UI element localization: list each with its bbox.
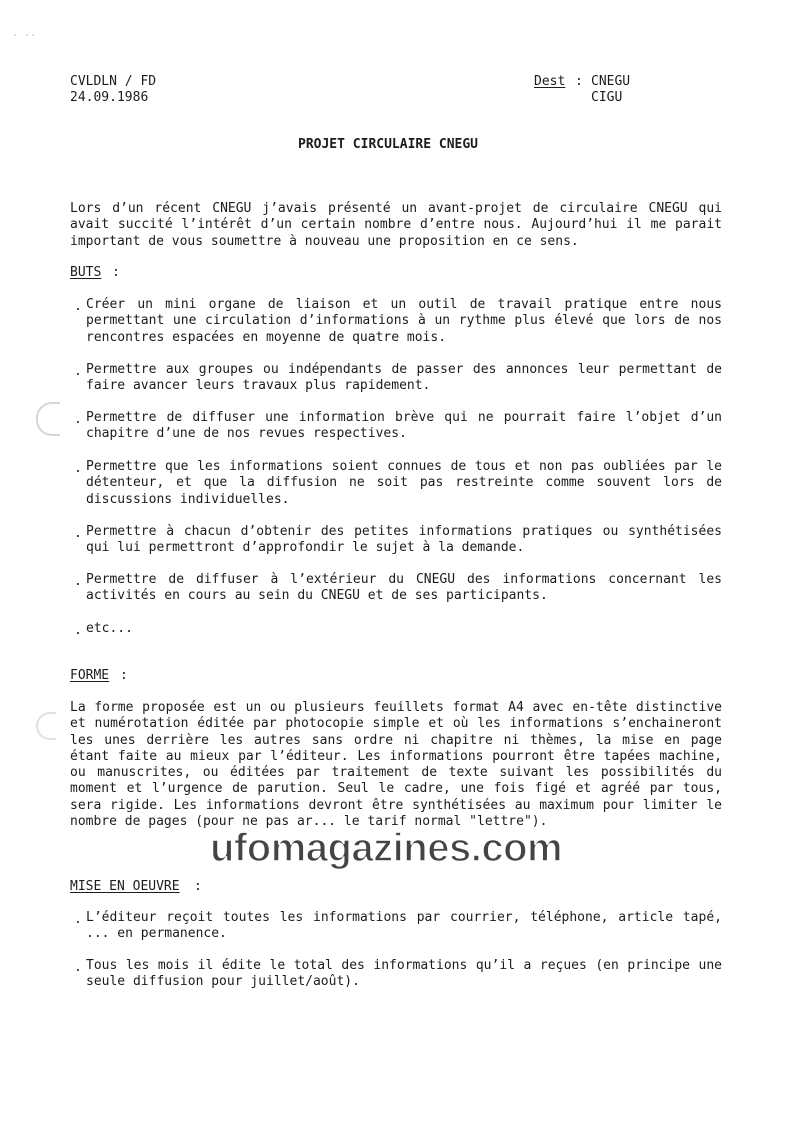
watermark: ufomagazines.com: [210, 826, 563, 870]
recipient-1: CNEGU: [591, 74, 631, 89]
buts-item-etc: etc...: [86, 621, 133, 636]
dest-separator: :: [575, 74, 583, 89]
bullet-mark: .: [74, 526, 82, 541]
bullet-mark: .: [74, 623, 82, 638]
forme-paragraph: La forme proposée est un ou plusieurs feuillets format A4 avec en-tête distinctive et numérotation éditée par photocopie simple et où les informations s’enchaineront les unes derrière les autres sans ordre ni chapitre ni thèmes, la mise en page étant faite au mieux par l’éditeur. Les informations pourront être tapées machine, ou manuscrites, ou éditées par traitement de texte suivant les possibilités du moment et l’urgence de parution. Seul le cadre, une fois figé et agréé par tous, sera rigide. Les informations devront être synthétisées au maximum pour limiter le nombre de pages (pour ne pas ar... le tarif normal "lettre").: [70, 700, 722, 830]
bullet-mark: .: [74, 364, 82, 379]
document-date: 24.09.1986: [70, 90, 149, 105]
bullet-mark: .: [74, 461, 82, 476]
document-title: PROJET CIRCULAIRE CNEGU: [298, 137, 479, 152]
forme-colon: :: [120, 668, 128, 683]
buts-item-4: Permettre que les informations soient connues de tous et non pas oubliées par le détenteur, et que la diffusion ne soit pas restreinte comme souvent lors de discussions individuelles.: [86, 459, 722, 507]
bullet-mark: .: [74, 299, 82, 314]
recipient-2: CIGU: [591, 90, 623, 105]
bullet-mark: .: [74, 574, 82, 589]
buts-item-1: Créer un mini organe de liaison et un outil de travail pratique entre nous permettant une circulation d’informations à un rythme plus élevé que lors de nos rencontres espacées en moyenne de quatre mois.: [86, 297, 722, 345]
mise-item-2: Tous les mois il édite le total des informations qu’il a reçues (en principe une seule diffusion pour juillet/août).: [86, 958, 722, 990]
buts-item-6: Permettre de diffuser à l’extérieur du CNEGU des informations concernant les activités en cours au sein du CNEGU et de ses participants.: [86, 572, 722, 604]
bullet-mark: .: [74, 912, 82, 927]
bullet-mark: .: [74, 412, 82, 427]
punch-hole-mark: [36, 402, 60, 436]
dest-label: Dest: [534, 74, 566, 89]
scan-speck: . ..: [12, 28, 37, 39]
punch-hole-mark: [36, 712, 56, 740]
intro-paragraph: Lors d’un récent CNEGU j’avais présenté un avant-projet de circulaire CNEGU qui avait succité l’intérêt d’un certain nombre d’entre nous. Aujourd’hui il me parait important de vous soumettre à nouveau une proposition en ce sens.: [70, 201, 722, 249]
buts-colon: :: [112, 265, 120, 280]
mise-item-1: L’éditeur reçoit toutes les informations par courrier, téléphone, article tapé, ... en permanence.: [86, 910, 722, 942]
buts-item-5: Permettre à chacun d’obtenir des petites informations pratiques ou synthétisées qui lui permettront d’approfondir le sujet à la demande.: [86, 524, 722, 556]
mise-heading: MISE EN OEUVRE: [70, 879, 180, 894]
buts-item-3: Permettre de diffuser une information brève qui ne pourrait faire l’objet d’un chapitre d’une de nos revues respectives.: [86, 410, 722, 442]
mise-colon: :: [194, 879, 202, 894]
buts-item-2: Permettre aux groupes ou indépendants de passer des annonces leur permettant de faire avancer leurs travaux plus rapidement.: [86, 362, 722, 394]
forme-heading: FORME: [70, 668, 110, 683]
bullet-mark: .: [74, 960, 82, 975]
sender-ref: CVLDLN / FD: [70, 74, 157, 89]
buts-heading: BUTS: [70, 265, 102, 280]
